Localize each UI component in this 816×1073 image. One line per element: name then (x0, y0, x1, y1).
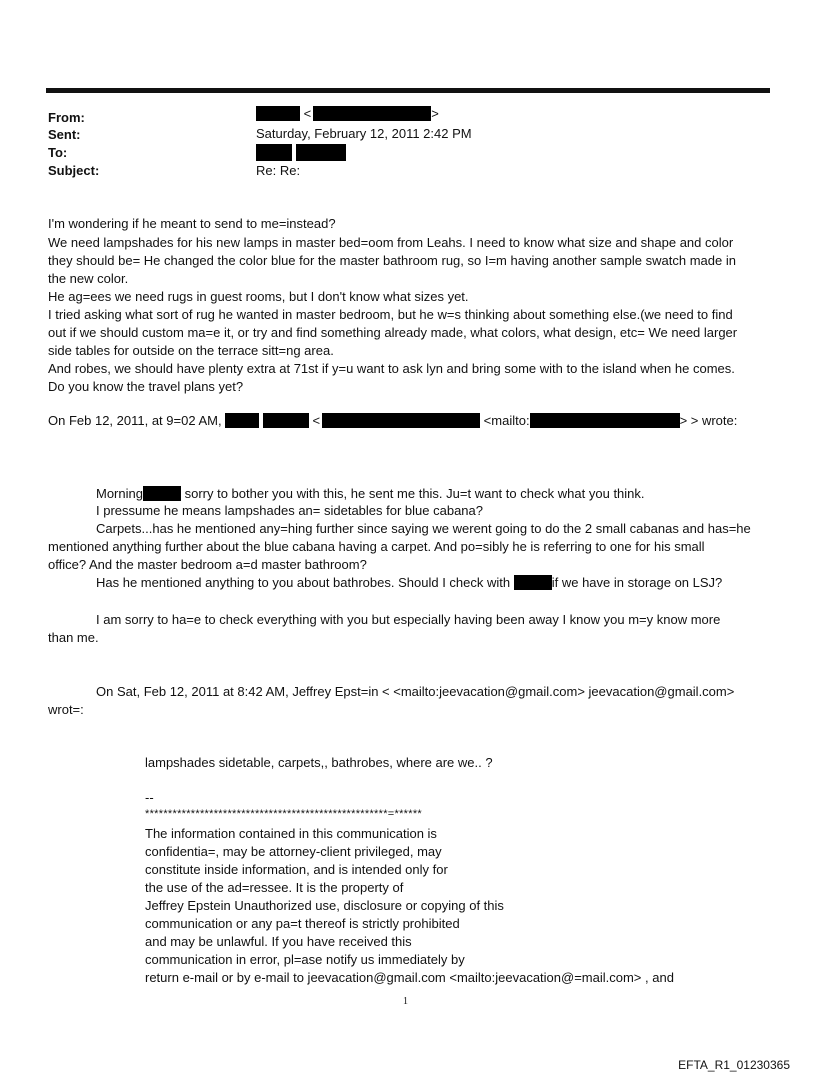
disclaimer-line: communication or any pa=t thereof is strictly prohibited (145, 916, 460, 931)
quote-line: office? And the master bedroom a=d master bathroom? (48, 557, 367, 572)
quote-line: wrot=: (48, 702, 84, 717)
body-line: He ag=ees we need rugs in guest rooms, but I don't know what sizes yet. (48, 289, 469, 304)
header-rule (46, 88, 770, 93)
quote-line: Morning sorry to bother you with this, he sent me this. Ju=t want to check what you think. (96, 486, 645, 501)
body-line: We need lampshades for his new lamps in master bed=oom from Leahs. I need to know what size and shape and color (48, 235, 734, 250)
quote-line: than me. (48, 630, 99, 645)
body-line: they should be= He changed the color blue for the master bathroom rug, so I=m having another sample swatch made in (48, 253, 736, 268)
sent-value: Saturday, February 12, 2011 2:42 PM (256, 126, 472, 141)
quote-line: I am sorry to ha=e to check everything with you but especially having been away I know you m=y know more (96, 612, 721, 627)
redaction (256, 144, 292, 161)
redaction (296, 144, 346, 161)
body-line: out if we should custom ma=e it, or try and find something already made, what colors, what design, etc= We need larger (48, 325, 738, 340)
quote-line: On Sat, Feb 12, 2011 at 8:42 AM, Jeffrey Epst=in < <mailto:jeevacation@gmail.com> jeevacation@gmail.com> (96, 684, 735, 699)
page-number: 1 (403, 996, 408, 1007)
redaction (322, 413, 480, 428)
redaction (256, 106, 300, 121)
disclaimer-line: communication in error, pl=ase notify us immediately by (145, 952, 465, 967)
to-value (256, 144, 346, 161)
disclaimer-line: The information contained in this communication is (145, 826, 437, 841)
subject-label: Subject: (48, 163, 100, 178)
disclaimer-line: Jeffrey Epstein Unauthorized use, disclosure or copying of this (145, 898, 504, 913)
from-value: < > (256, 106, 439, 121)
disclaimer-line: the use of the ad=ressee. It is the property of (145, 880, 404, 895)
body-line: I'm wondering if he meant to send to me=instead? (48, 216, 336, 231)
body-line: the new color. (48, 271, 129, 286)
quote-line: I pressume he means lampshades an= sidetables for blue cabana? (96, 503, 483, 518)
signature-dashes: -- (145, 790, 154, 805)
quote-line: Has he mentioned anything to you about bathrobes. Should I check with if we have in storage on LSJ? (96, 575, 723, 590)
disclaimer-line: and may be unlawful. If you have received this (145, 934, 412, 949)
redaction (225, 413, 259, 428)
body-line: side tables for outside on the terrace sitt=ng area. (48, 343, 334, 358)
quote-line: mentioned anything further about the blue cabana having a carpet. And po=sibly he is referring to one for his small (48, 539, 705, 554)
redaction (313, 106, 431, 121)
disclaimer-line: return e-mail or by e-mail to jeevacation@gmail.com <mailto:jeevacation@=mail.com> , and (145, 970, 674, 985)
body-line: I tried asking what sort of rug he wanted in master bedroom, but he w=s thinking about something else.(we need to find (48, 307, 733, 322)
disclaimer-stars: *****************************************************=****** (145, 808, 422, 820)
redaction (143, 486, 181, 501)
quote-line: lampshades sidetable, carpets,, bathrobes, where are we.. ? (145, 755, 493, 770)
redaction (530, 413, 680, 428)
redaction (514, 575, 552, 590)
body-line: And robes, we should have plenty extra at 71st if y=u want to ask lyn and bring some with to the island when he comes. (48, 361, 735, 376)
body-line: Do you know the travel plans yet? (48, 379, 244, 394)
sent-label: Sent: (48, 127, 81, 142)
quote-line: Carpets...has he mentioned any=hing further since saying we werent going to do the 2 small cabanas and has=he (96, 521, 751, 536)
disclaimer-line: constitute inside information, and is intended only for (145, 862, 448, 877)
from-label: From: (48, 110, 85, 125)
on-wrote-line: On Feb 12, 2011, at 9=02 AM, < <mailto: > > wrote: (48, 413, 738, 428)
subject-value: Re: Re: (256, 163, 301, 178)
disclaimer-line: confidentia=, may be attorney-client privileged, may (145, 844, 442, 859)
redaction (263, 413, 309, 428)
bates-number: EFTA_R1_01230365 (678, 1058, 790, 1072)
to-label: To: (48, 145, 68, 160)
